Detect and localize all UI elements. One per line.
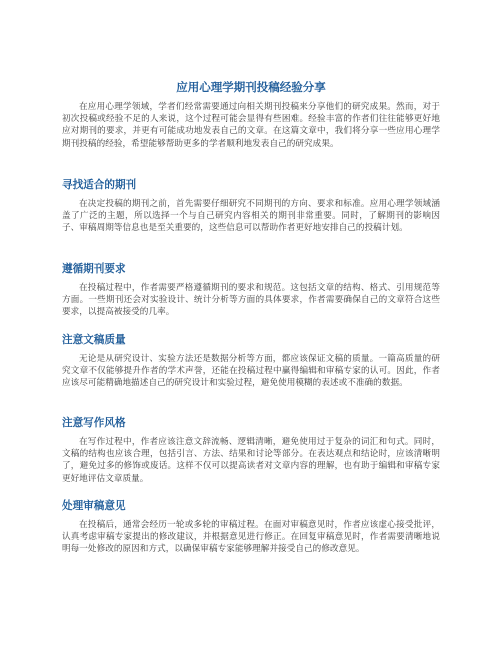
section-heading-review-comments: 处理审稿意见 (62, 500, 126, 512)
section-heading-follow-requirements: 遵循期刊要求 (62, 263, 126, 275)
section-body-manuscript-quality: 无论是从研究设计、实验方法还是数据分析等方面，都应该保证文稿的质量。一篇高质量的研究文章不仅能够提升作者的学术声誉，还能在投稿过程中赢得编辑和审稿专家的认可。因此，作者应该尽可能精确地描述自己的研究设计和实验过程，避免使用模糊的表述或不准确的数据。 (62, 354, 440, 389)
intro-paragraph: 在应用心理学领域，学者们经常需要通过向相关期刊投稿来分享他们的研究成果。然而，对于初次投稿或经验不足的人来说，这个过程可能会显得有些困难。经验丰富的作者们往往能够更好地应对期刊的要求，并更有可能成功地发表自己的文章。在这篇文章中，我们将分享一些应用心理学期刊投稿的经验，希望能够帮助更多的学者顺利地发表自己的研究成果。 (62, 102, 440, 149)
section-heading-manuscript-quality: 注意文稿质量 (62, 334, 126, 346)
section-heading-writing-style: 注意写作风格 (62, 417, 126, 429)
document-title: 应用心理学期刊投稿经验分享 (176, 80, 326, 94)
section-body-writing-style: 在写作过程中，作者应该注意文辞流畅、逻辑清晰，避免使用过于复杂的词汇和句式。同时，文稿的结构也应该合理，包括引言、方法、结果和讨论等部分。在表达观点和结论时，应该清晰明了，避免过多的修饰或废话。这样不仅可以提高读者对文章内容的理解，也有助于编辑和审稿专家更好地评估文章质量。 (62, 437, 440, 484)
section-body-follow-requirements: 在投稿过程中，作者需要严格遵循期刊的要求和规范。这包括文章的结构、格式、引用规范等方面。一些期刊还会对实验设计、统计分析等方面的具体要求，作者需要确保自己的文章符合这些要求，以提高被接受的几率。 (62, 283, 440, 318)
section-heading-find-journal: 寻找适合的期刊 (62, 179, 137, 191)
section-body-review-comments: 在投稿后，通常会经历一轮或多轮的审稿过程。在面对审稿意见时，作者应该虚心接受批评，认真考虑审稿专家提出的修改建议，并根据意见进行修正。在回复审稿意见时，作者需要清晰地说明每一处修改的原因和方式，以确保审稿专家能够理解并接受自己的修改意见。 (62, 520, 440, 555)
section-body-find-journal: 在决定投稿的期刊之前，首先需要仔细研究不同期刊的方向、要求和标准。应用心理学领域涵盖了广泛的主题，所以选择一个与自己研究内容相关的期刊非常重要。同时，了解期刊的影响因子、审稿周期等信息也是至关重要的，这些信息可以帮助作者更好地安排自己的投稿计划。 (62, 199, 440, 234)
